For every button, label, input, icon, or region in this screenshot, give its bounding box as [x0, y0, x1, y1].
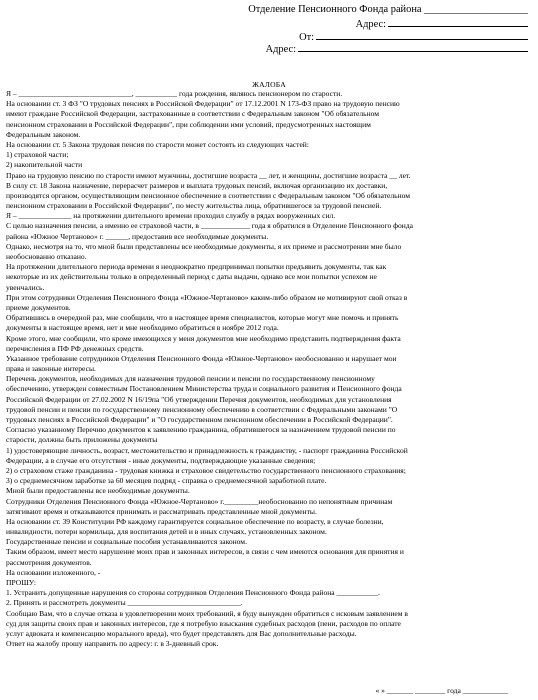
document-title: ЖАЛОБА: [252, 80, 286, 89]
text-line: На основании ст. 3 ФЗ "О трудовых пенсиях в Российской Федерации" от 17.12.2001 N 173-ФЗ право на трудовую пенсию: [6, 99, 400, 109]
header-address-label: Адрес:: [355, 19, 386, 30]
header-from-blank: [316, 30, 528, 40]
text-line: Мной были предоставлены все необходимые документы.: [6, 486, 190, 496]
text-line: производятся органом, осуществляющим пенсионное обеспечение в соответствии с Федеральным законом "Об обязательном: [6, 190, 411, 200]
header-from-label: От:: [299, 32, 314, 43]
text-line: Согласно указанному Перечню документов к заявлению гражданина, обратившегося за назначением трудовой пенсии по: [6, 425, 396, 435]
text-line: Указанное требование сотрудников Отделения Пенсионного Фонда «Южное-Чертаново» необоснованно и нарушает мои: [6, 353, 397, 363]
text-line: 1) удостоверяющие личность, возраст, местожительство и принадлежность к гражданству, - паспорт гражданина Российской: [6, 445, 408, 455]
text-line: При этом сотрудники Отделения Пенсионного Фонда «Южное-Чертаново» каким-либо образом не мотивируют свой отказ в: [6, 292, 408, 302]
header-from-address-blank: [298, 42, 528, 52]
text-line: Сообщаю Вам, что в случае отказа в удовлетворении моих требований, я буду вынужден обратиться с исковым заявлением в: [6, 608, 408, 618]
text-line: С целью назначения пенсии, а именно ее страховой части, в _____________ года я обратился в Отделение Пенсионного фонда: [6, 221, 414, 231]
text-line: права и законные интересы.: [6, 364, 96, 374]
text-line: На основании ст. 5 Закона трудовая пенсия по старости может состоять из следующих частей:: [6, 139, 309, 149]
text-line: В силу ст. 18 Закона назначение, перерасчет размеров и выплата трудовых пенсий, включая организацию их доставки,: [6, 180, 388, 190]
text-line: На основании изложенного, -: [6, 567, 101, 577]
text-line: имеют граждане Российской Федерации, застрахованные в соответствии с Федеральным законом "Об обязательном: [6, 109, 380, 119]
text-line: рассмотрения документов.: [6, 557, 92, 567]
text-line: Обратившись в очередной раз, мне сообщили, что в настоящее время специалистов, которые могут мне помочь и принять: [6, 313, 399, 323]
text-line: 2. Принять и рассмотреть документы ______________________________.: [6, 598, 243, 608]
text-line: Государственные пенсии и социальные пособия устанавливаются законом.: [6, 537, 247, 547]
text-line: 1) страховой части;: [6, 150, 69, 160]
text-line: приеме документов.: [6, 302, 71, 312]
text-line: перечисления в ПФ РФ денежных средств.: [6, 343, 144, 353]
text-line: Российской Федерации от 27.02.2002 N 16/19па "Об утверждении Перечня документов, необходимых для установления: [6, 394, 392, 404]
text-line: 2) о страховом стаже гражданина - трудовая книжка и страховое свидетельство государственного пенсионного страхования;: [6, 465, 406, 475]
header-recipient-line: [248, 4, 528, 16]
header-from-address-line: [266, 42, 528, 56]
text-line: Я – ______________________________, ___________ года рождения, являюсь пенсионером по старости.: [6, 89, 343, 98]
text-line: старости, должны быть приложены документы: [6, 435, 158, 445]
text-line: На протяжении длительного периода времени я неоднократно предпринимал попытки предъявить документы, так как: [6, 262, 387, 272]
text-line: инвалидности, потери кормильца, для воспитания детей и в иных случаях, установленных законом.: [6, 527, 327, 537]
text-line: документы в настоящее время, нет и мне необходимо обратиться в ноябре 2012 года.: [6, 323, 279, 333]
text-line: обеспечению, утвержден совместным Постановлением Министерства труда и социального развития и Пенсионного фонда: [6, 384, 402, 394]
date-signature-line: « » _______ ________ года ____________: [375, 686, 508, 695]
text-line: 3) о среднемесячном заработке за 60 месяцев подряд - справка о среднемесячной заработной плате.: [6, 476, 327, 486]
text-line: необоснованно отказано.: [6, 252, 87, 261]
text-line: некоторые из их действительны только в определенный период с даты выдачи, однако все мои попытки успехом не: [6, 272, 377, 282]
text-line: затягивают время и отказываются принимать и рассматривать представленные мной документы.: [6, 506, 317, 516]
text-line: трудовых пенсиях в Российской Федерации" и "О государственном пенсионном обеспечении в Российской Федерации".: [6, 415, 393, 424]
text-line: Кроме этого, мне сообщили, что кроме имеющихся у меня документов мне необходимо представить подтверждения факта: [6, 333, 401, 343]
text-line: Я – ______________ на протяжении длительного времени проходил службу в рядах вооруженных сил.: [6, 211, 336, 221]
text-line: Однако, несмотря на то, что мной были представлены все необходимые документы, я их приеме и рассмотрении мне было: [6, 241, 402, 251]
text-line: ПРОШУ:: [6, 578, 36, 587]
text-line: 1. Устранить допущенные нарушения со стороны сотрудников Отделения Пенсионного Фонда района ___________.: [6, 588, 380, 598]
text-line: Перечень документов, необходимых для назначения трудовой пенсии и пенсии по государственному пенсионному: [6, 374, 375, 384]
header-address-blank: [388, 17, 528, 27]
text-line: услуг адвоката и компенсацию морального вреда), что будет представлять для Вас дополнительные расходы.: [6, 628, 357, 638]
text-line: На основании ст. 39 Конституции РФ каждому гарантируется социальное обеспечение по возрасту, в случае болезни,: [6, 516, 384, 526]
header-address-line: [356, 17, 528, 31]
text-line: трудовой пенсии и пенсии по государственному пенсионному обеспечению в соответствии с Федеральными законами "О: [6, 404, 398, 414]
text-line: Таким образом, имеет место нарушение моих прав и законных интересов, в связи с чем имеются основания для принятия и: [6, 547, 404, 557]
text-line: Сотрудники Отделения Пенсионного Фонда «Южное-Чертаново» г._________необоснованно по непонятным причинам: [6, 496, 393, 506]
text-line: Ответ на жалобу прошу направить по адресу: г. в 3-дневный срок.: [6, 639, 219, 649]
text-line: пенсионном страховании в Российской Федерации", по месту жительства лица, обратившегося за трудовой пенсией.: [6, 201, 382, 211]
text-line: Федеральным законом.: [6, 129, 81, 139]
text-line: пенсионном страховании в Российской Федерации", при соблюдении ими условий, предусмотренных настоящим: [6, 119, 371, 129]
header-from-address-label: Адрес:: [265, 44, 296, 55]
text-line: увенчались.: [6, 282, 45, 292]
complaint-body: [6, 89, 532, 649]
header-recipient: Отделение Пенсионного Фонда района ____________________: [248, 4, 528, 15]
text-line: 2) накопительной части: [6, 160, 83, 170]
text-line: суд для защиты своих прав и законных интересов, где я потребую взыскания судебных расходов (пени, расходов по оплате: [6, 618, 401, 628]
text-line: Федерации, а в случае его отсутствия - иные документы, подтверждающие указанные сведения;: [6, 455, 316, 465]
text-line: Право на трудовую пенсию по старости имеют мужчины, достигшие возраста __ лет, и женщины, достигшие возраста __ лет.: [6, 170, 411, 180]
text-line: района «Южное Чертаново» г. ______, предоставив все необходимые документы.: [6, 231, 269, 241]
